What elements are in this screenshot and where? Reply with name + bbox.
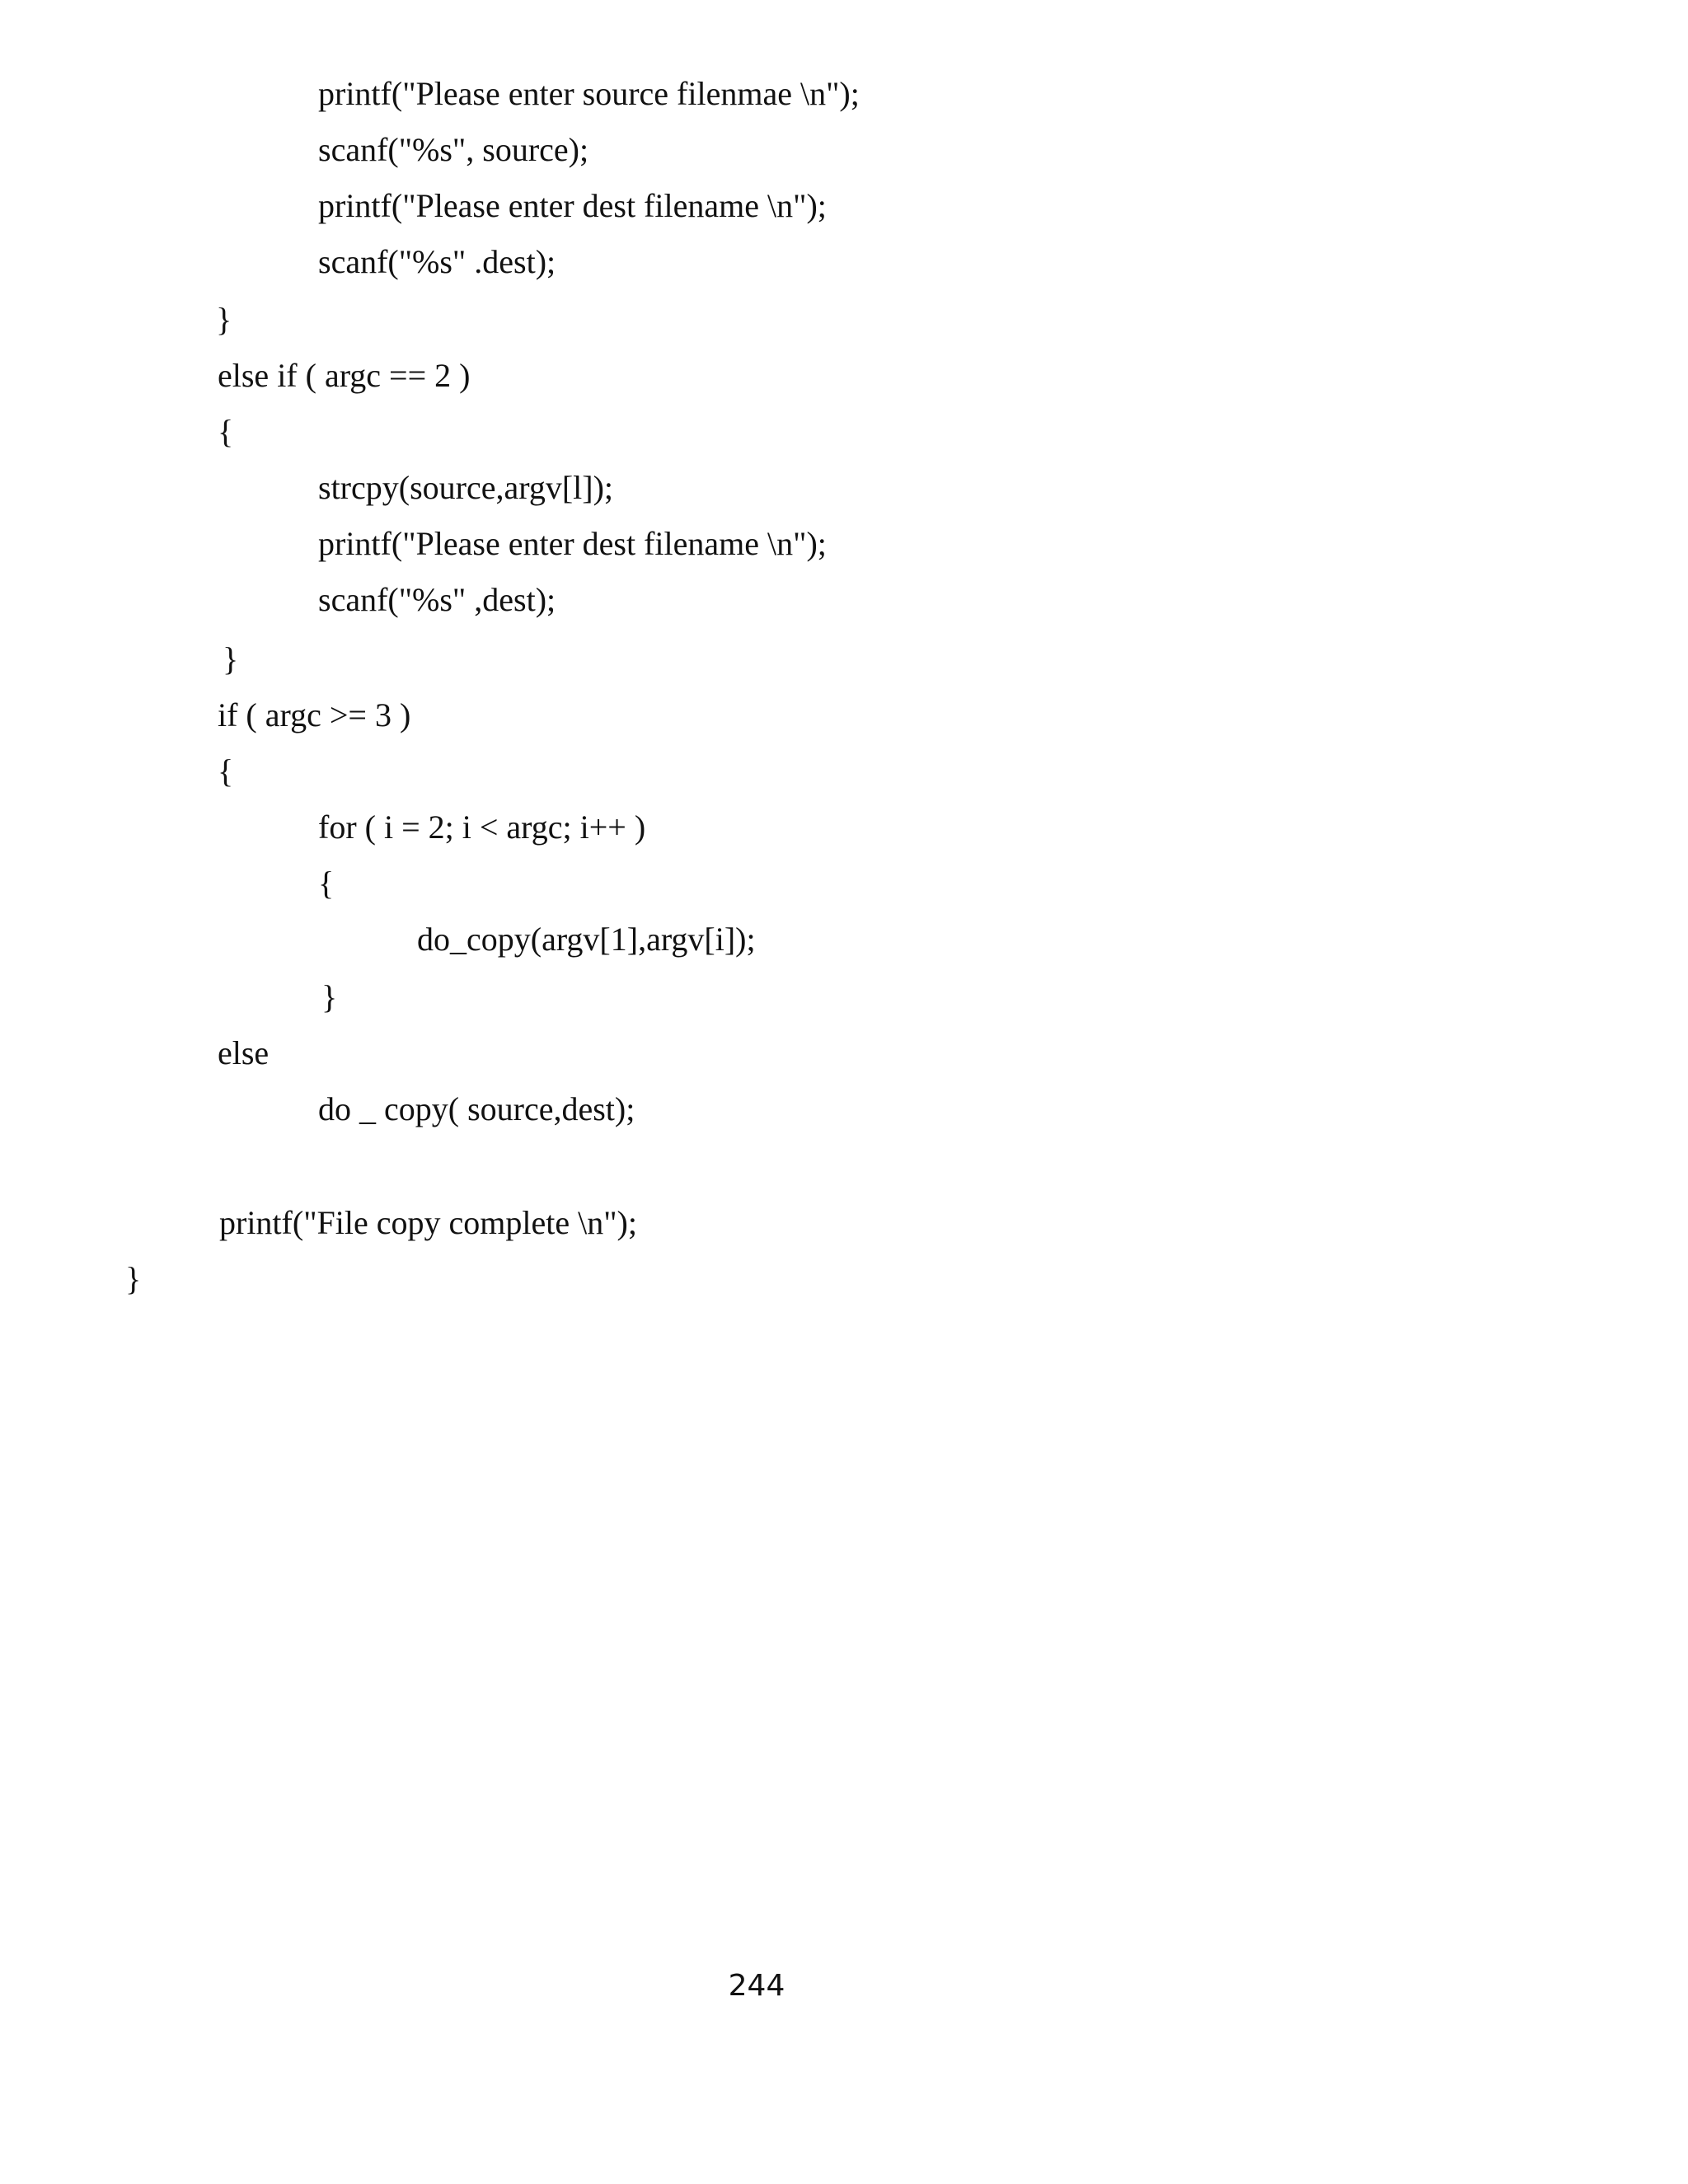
code-line: scanf("%s", source);	[318, 131, 589, 168]
code-line: printf("Please enter dest filename \n");	[318, 187, 827, 224]
code-line: strcpy(source,argv[l]);	[318, 469, 614, 506]
code-line: scanf("%s" ,dest);	[318, 581, 556, 618]
code-line: if ( argc >= 3 )	[218, 696, 411, 733]
code-line: scanf("%s" .dest);	[318, 243, 556, 280]
code-line: do _ copy( source,dest);	[318, 1090, 635, 1127]
code-line: {	[218, 752, 234, 790]
code-line: printf("Please enter dest filename \n");	[318, 525, 827, 562]
code-line: }	[321, 978, 338, 1015]
code-line: {	[218, 413, 234, 450]
page-number: 244	[728, 1969, 785, 2003]
code-line: do_copy(argv[1],argv[i]);	[417, 921, 756, 958]
code-line: printf("File copy complete \n");	[219, 1204, 637, 1241]
code-line: printf("Please enter source filenmae \n");	[318, 75, 860, 112]
code-line: {	[318, 865, 335, 902]
code-line: for ( i = 2; i < argc; i++ )	[318, 808, 646, 846]
code-line: }	[216, 301, 232, 338]
code-line: }	[125, 1260, 142, 1297]
code-line: }	[223, 640, 239, 677]
code-line: else if ( argc == 2 )	[218, 357, 471, 394]
code-line: else	[218, 1034, 270, 1071]
